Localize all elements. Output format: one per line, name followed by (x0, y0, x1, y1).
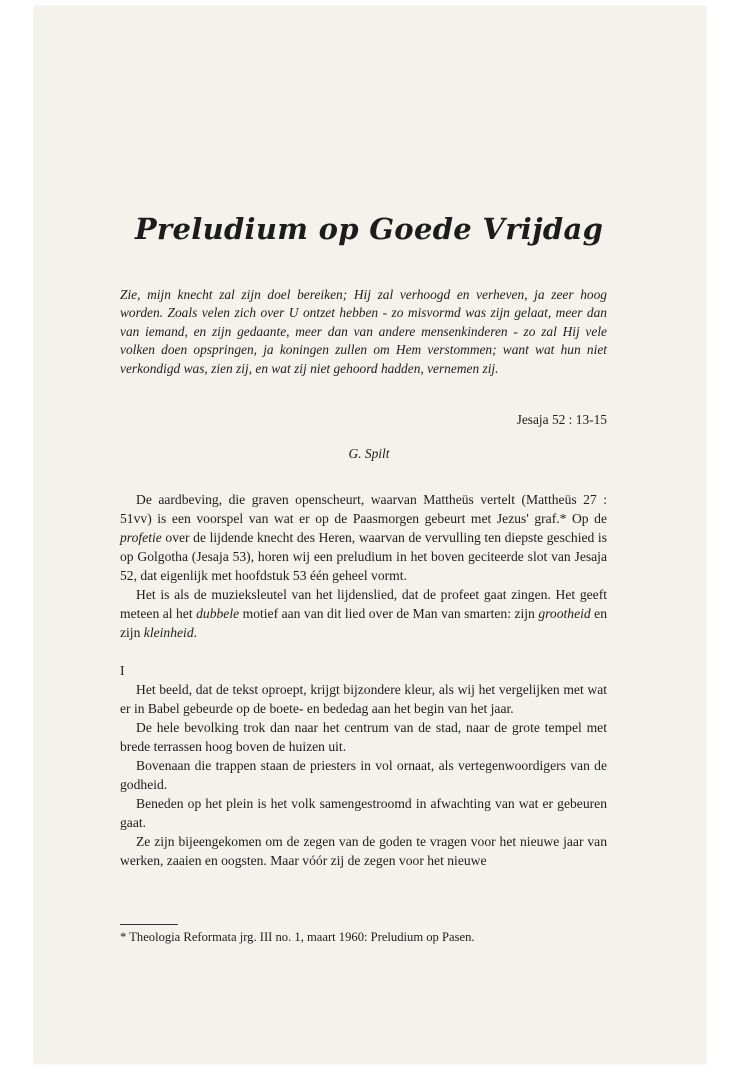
section-paragraph: Het beeld, dat de tekst oproept, krijgt bijzondere kleur, als wij het vergelijken met wat er in Babel gebeurde op de boete- en bededag aan het begin van het jaar. (120, 682, 607, 716)
section-heading: I (120, 663, 125, 678)
emphasis-grootheid: grootheid (538, 606, 591, 621)
footnote-divider (120, 924, 178, 925)
article-body (120, 490, 607, 870)
section-paragraph: Bovenaan die trappen staan de priesters in vol ornaat, als vertegenwoordigers van de godheid. (120, 758, 607, 792)
section-paragraph: Beneden op het plein is het volk samengestroomd in afwachting van wat er gebeuren gaat. (120, 796, 607, 830)
page-title: Preludium op Goede Vrijdag (134, 212, 604, 246)
epigraph-quote: Zie, mijn knecht zal zijn doel bereiken; Hij zal verhoogd en verheven, ja zeer hoog worden. Zoals velen zich over U ontzet hebben - zo misvormd was zijn gelaat, meer dan van iemand, en zijn gedaante, meer dan van andere mensenkinderen - zo zal Hij vele volken doen opspringen, ja koningen zullen om Hem verstommen; want wat hun niet verkondigd was, zien zij, en wat zij niet gehoord hadden, vernemen zij. (120, 287, 607, 376)
intro-paragraph-2: Het is als de muzieksleutel van het lijdenslied, dat de profeet gaat zingen. Het geeft meteen al het dubbele motief aan van dit lied over de Man van smarten: zijn grootheid en zijn kleinheid. (120, 587, 607, 640)
section-paragraph: Ze zijn bijeengekomen om de zegen van de goden te vragen voor het nieuwe jaar van werken, zaaien en oogsten. Maar vóór zij de zegen voor het nieuwe (120, 834, 607, 868)
section-paragraph: De hele bevolking trok dan naar het centrum van de stad, naar de grote tempel met brede terrassen hoog boven de huizen uit. (120, 720, 607, 754)
emphasis-dubbele: dubbele (196, 606, 240, 621)
author-name: G. Spilt (348, 446, 390, 461)
intro-paragraph-1: De aardbeving, die graven openscheurt, waarvan Mattheüs vertelt (Mattheüs 27 : 51vv) is een voorspel van wat er op de Paasmorgen gebeurt met Jezus' graf.* Op de profetie over de lijdende knecht des Heren, waarvan de vervulling ten diepste geschied is op Golgotha (Jesaja 53), horen wij een preludium in het boven geciteerde slot van Jesaja 52, dat eigenlijk met hoofdstuk 53 één geheel vormt. (120, 492, 607, 583)
footnote: * Theologia Reformata jrg. III no. 1, maart 1960: Preludium op Pasen. (120, 930, 475, 944)
scripture-reference: Jesaja 52 : 13-15 (516, 412, 607, 427)
emphasis-kleinheid: kleinheid (143, 625, 194, 640)
emphasis-profetie: profetie (120, 530, 162, 545)
